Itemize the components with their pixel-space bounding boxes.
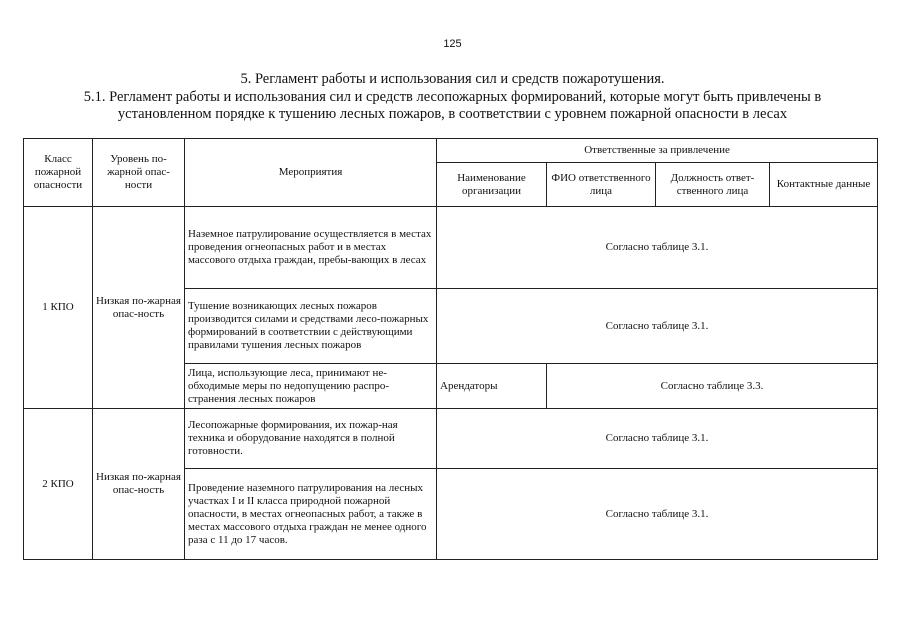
header-class: Класс пожарной опасности (24, 139, 93, 207)
header-level: Уровень по-жарной опас-ности (93, 139, 185, 207)
measure-cell: Тушение возникающих лесных пожаров производится силами и средствами лесо-пожарных формирований в соответствии с действующими правилами тушения лесных пожаров (185, 289, 437, 364)
header-position: Должность ответ-ственного лица (656, 163, 770, 207)
table-row (24, 409, 878, 469)
header-responsible: Ответственные за привлечение (437, 139, 878, 163)
section-title: 5. Регламент работы и использования сил и средств пожаротушения. (240, 71, 665, 87)
header-org-name: Наименование организации (437, 163, 547, 207)
page-number: 125 (443, 38, 462, 50)
class-cell: 1 КПО (24, 207, 93, 409)
responsible-cell: Согласно таблице 3.1. (437, 289, 878, 364)
measure-cell: Лесопожарные формирования, их пожар-ная техника и оборудование находятся в полной готовности. (185, 409, 437, 469)
responsible-cell: Согласно таблице 3.1. (437, 409, 878, 469)
fire-regulation-table (23, 138, 878, 560)
subsection-title-line-2: установленном порядке к тушению лесных пожаров, в соответствии с уровнем пожарной опасности в лесах (117, 106, 788, 122)
level-cell: Низкая по-жарная опас-ность (93, 409, 185, 560)
measure-cell: Проведение наземного патрулирования на лесных участках I и II класса природной пожарной опасности, в местах огнеопасных работ, а также в местах массового отдыха граждан не менее одного раза с 11 до 17 часов. (185, 469, 437, 560)
responsible-cell: Согласно таблице 3.1. (437, 207, 878, 289)
measure-cell: Наземное патрулирование осуществляется в местах проведения огнеопасных работ и в местах массового отдыха граждан, пребы-вающих в лесах (185, 207, 437, 289)
responsible-cell: Согласно таблице 3.1. (437, 469, 878, 560)
responsible-cell: Согласно таблице 3.3. (547, 364, 878, 409)
header-fio: ФИО ответственного лица (547, 163, 656, 207)
header-contacts: Контактные данные (770, 163, 878, 207)
level-cell: Низкая по-жарная опас-ность (93, 207, 185, 409)
measure-cell: Лица, использующие леса, принимают не-обходимые меры по недопущению распро-странения лесных пожаров (185, 364, 437, 409)
class-cell: 2 КПО (24, 409, 93, 560)
header-measures: Мероприятия (185, 139, 437, 207)
org-cell: Арендаторы (437, 364, 547, 409)
table-row (24, 207, 878, 289)
subsection-title-line-1: 5.1. Регламент работы и использования сил и средств лесопожарных формирований, которые могут быть привлечены в (83, 89, 822, 105)
